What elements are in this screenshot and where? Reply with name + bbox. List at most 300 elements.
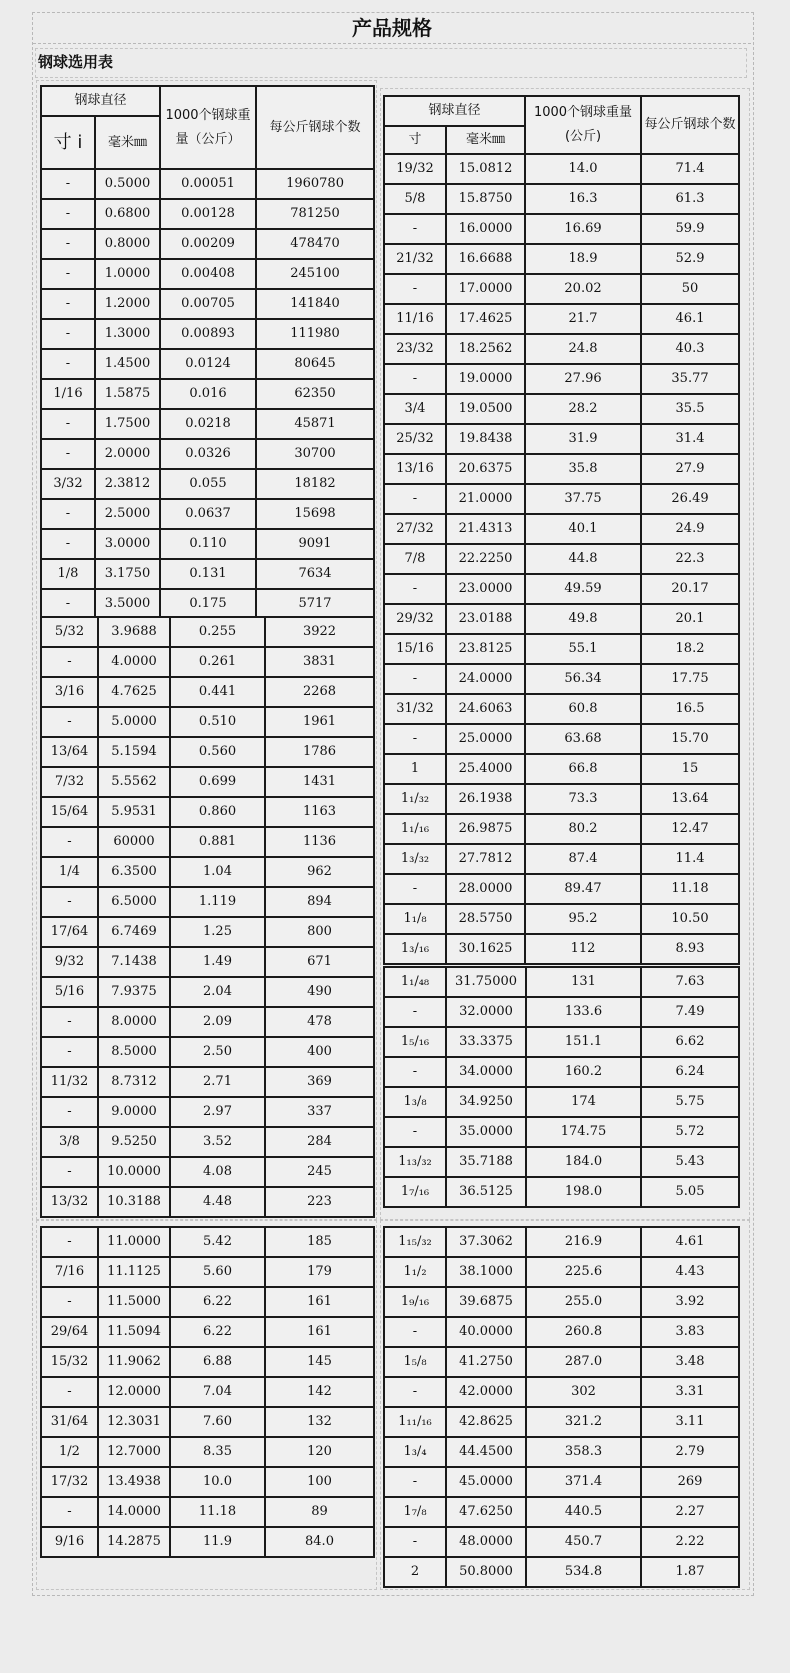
cell-count: 671 [265,947,374,977]
cell-mm: 26.9875 [446,814,525,844]
cell-weight: 0.261 [170,647,265,677]
cell-inch: - [41,349,95,379]
table-row [384,304,739,334]
table-row [384,967,739,997]
cell-inch: 15/16 [384,634,446,664]
cell-count: 11.18 [641,874,739,904]
cell-inch: 1/4 [41,857,98,887]
cell-inch: - [41,1287,98,1317]
cell-mm: 30.1625 [446,934,525,964]
cell-weight: 133.6 [526,997,641,1027]
cell-inch: - [41,1497,98,1527]
cell-count: 30700 [256,439,374,469]
table-row [41,1287,374,1317]
table-row [41,319,374,349]
cell-inch: 1₁/₂ [384,1257,446,1287]
cell-mm: 27.7812 [446,844,525,874]
cell-mm: 14.2875 [98,1527,170,1557]
cell-count: 31.4 [641,424,739,454]
cell-count: 5.72 [641,1117,739,1147]
table-row [41,199,374,229]
cell-mm: 0.6800 [95,199,160,229]
cell-weight: 0.00408 [160,259,256,289]
cell-mm: 4.7625 [98,677,170,707]
table-row [41,1347,374,1377]
cell-inch: 5/32 [41,617,98,647]
cell-inch: - [41,1097,98,1127]
cell-inch: - [41,1157,98,1187]
cell-mm: 42.8625 [446,1407,526,1437]
cell-count: 3.48 [641,1347,739,1377]
cell-weight: 321.2 [526,1407,641,1437]
cell-weight: 0.00051 [160,169,256,199]
cell-count: 6.24 [641,1057,739,1087]
cell-mm: 7.9375 [98,977,170,1007]
cell-weight: 80.2 [525,814,641,844]
cell-mm: 0.5000 [95,169,160,199]
cell-count: 18.2 [641,634,739,664]
cell-count: 22.3 [641,544,739,574]
cell-weight: 2.04 [170,977,265,1007]
table-row [41,677,374,707]
cell-count: 59.9 [641,214,739,244]
table-row [41,1037,374,1067]
cell-count: 5717 [256,589,374,619]
cell-mm: 9.5250 [98,1127,170,1157]
cell-mm: 47.6250 [446,1497,526,1527]
cell-inch: 7/16 [41,1257,98,1287]
cell-count: 3.92 [641,1287,739,1317]
cell-weight: 89.47 [525,874,641,904]
cell-count: 1.87 [641,1557,739,1587]
cell-inch: 3/4 [384,394,446,424]
cell-weight: 0.110 [160,529,256,559]
cell-inch: 17/32 [41,1467,98,1497]
cell-mm: 34.9250 [446,1087,526,1117]
cell-inch: - [384,364,446,394]
cell-inch: 1₁/₁₆ [384,814,446,844]
cell-inch: - [384,724,446,754]
cell-mm: 20.6375 [446,454,525,484]
cell-weight: 49.8 [525,604,641,634]
cell-count: 62350 [256,379,374,409]
steel-ball-table-small [40,85,375,620]
cell-mm: 19.8438 [446,424,525,454]
cell-weight: 6.22 [170,1317,265,1347]
cell-weight: 1.119 [170,887,265,917]
cell-inch: 29/64 [41,1317,98,1347]
cell-count: 4.61 [641,1227,739,1257]
cell-inch: - [41,1227,98,1257]
cell-inch: - [41,707,98,737]
table-row [41,1437,374,1467]
table-row [384,934,739,964]
cell-count: 24.9 [641,514,739,544]
cell-inch: - [41,289,95,319]
table-row [41,529,374,559]
cell-weight: 95.2 [525,904,641,934]
header-diameter: 钢球直径 [41,86,160,116]
cell-weight: 0.00128 [160,199,256,229]
cell-inch: - [384,1377,446,1407]
cell-count: 100 [265,1467,374,1497]
cell-mm: 8.7312 [98,1067,170,1097]
cell-inch: 19/32 [384,154,446,184]
cell-count: 490 [265,977,374,1007]
cell-inch: 1₃/₄ [384,1437,446,1467]
table-row [384,1287,739,1317]
cell-mm: 5.5562 [98,767,170,797]
table-row [384,334,739,364]
cell-weight: 1.49 [170,947,265,977]
cell-mm: 15.0812 [446,154,525,184]
cell-inch: 2 [384,1557,446,1587]
table-row [41,647,374,677]
cell-mm: 39.6875 [446,1287,526,1317]
cell-count: 11.4 [641,844,739,874]
table-row [41,1497,374,1527]
cell-count: 26.49 [641,484,739,514]
cell-weight: 21.7 [525,304,641,334]
cell-weight: 55.1 [525,634,641,664]
cell-inch: - [384,1057,446,1087]
cell-count: 7.49 [641,997,739,1027]
cell-weight: 60.8 [525,694,641,724]
cell-mm: 1.3000 [95,319,160,349]
cell-count: 15.70 [641,724,739,754]
cell-count: 245 [265,1157,374,1187]
cell-weight: 16.69 [525,214,641,244]
table-row [41,797,374,827]
cell-mm: 15.8750 [446,184,525,214]
cell-weight: 24.8 [525,334,641,364]
cell-mm: 37.3062 [446,1227,526,1257]
table-row [384,184,739,214]
cell-count: 84.0 [265,1527,374,1557]
cell-count: 3831 [265,647,374,677]
table-row [384,1317,739,1347]
steel-ball-table-right-bottom [383,1226,740,1588]
cell-mm: 40.0000 [446,1317,526,1347]
table-row [384,274,739,304]
cell-count: 35.5 [641,394,739,424]
table-row [384,1437,739,1467]
table-row [384,1027,739,1057]
cell-mm: 35.7188 [446,1147,526,1177]
cell-weight: 44.8 [525,544,641,574]
table-row [41,977,374,1007]
cell-weight: 0.0637 [160,499,256,529]
cell-mm: 5.0000 [98,707,170,737]
cell-inch: 3/8 [41,1127,98,1157]
cell-mm: 60000 [98,827,170,857]
table-row [384,754,739,784]
cell-mm: 6.7469 [98,917,170,947]
cell-mm: 11.5094 [98,1317,170,1347]
header-inch-right: 寸 [384,126,446,154]
cell-mm: 50.8000 [446,1557,526,1587]
cell-inch: - [41,439,95,469]
cell-mm: 19.0500 [446,394,525,424]
cell-inch: 11/32 [41,1067,98,1097]
table-row [384,1257,739,1287]
cell-mm: 3.5000 [95,589,160,619]
table-row [41,1407,374,1437]
cell-count: 179 [265,1257,374,1287]
steel-ball-table-large [40,1226,375,1558]
table-row [384,1227,739,1257]
cell-mm: 2.0000 [95,439,160,469]
header-count-right: 每公斤钢球个数 [641,96,739,154]
cell-weight: 16.3 [525,184,641,214]
cell-inch: - [384,484,446,514]
cell-mm: 28.0000 [446,874,525,904]
cell-count: 3.31 [641,1377,739,1407]
cell-count: 269 [641,1467,739,1497]
cell-weight: 450.7 [526,1527,641,1557]
cell-weight: 1.04 [170,857,265,887]
cell-weight: 174 [526,1087,641,1117]
table-row [41,947,374,977]
cell-inch: 15/64 [41,797,98,827]
cell-count: 894 [265,887,374,917]
cell-inch: - [41,1037,98,1067]
cell-weight: 534.8 [526,1557,641,1587]
table-row [384,1177,739,1207]
cell-weight: 6.22 [170,1287,265,1317]
cell-mm: 23.0188 [446,604,525,634]
cell-weight: 198.0 [526,1177,641,1207]
table-row [384,904,739,934]
cell-weight: 160.2 [526,1057,641,1087]
cell-count: 223 [265,1187,374,1217]
cell-weight: 2.09 [170,1007,265,1037]
table-row [384,154,739,184]
cell-inch: 5/8 [384,184,446,214]
cell-mm: 1.7500 [95,409,160,439]
cell-weight: 4.48 [170,1187,265,1217]
cell-count: 12.47 [641,814,739,844]
cell-weight: 0.560 [170,737,265,767]
cell-inch: - [384,574,446,604]
cell-weight: 7.60 [170,1407,265,1437]
cell-count: 3.11 [641,1407,739,1437]
cell-weight: 0.0124 [160,349,256,379]
table-row [41,1227,374,1257]
cell-count: 2268 [265,677,374,707]
table-row [384,1347,739,1377]
table-row [41,409,374,439]
table-row [41,1007,374,1037]
table-row [41,917,374,947]
table-row [384,814,739,844]
cell-count: 6.62 [641,1027,739,1057]
cell-weight: 371.4 [526,1467,641,1497]
table-row [41,439,374,469]
cell-count: 478470 [256,229,374,259]
cell-mm: 35.0000 [446,1117,526,1147]
steel-ball-table-medium [40,616,375,1218]
table-row [41,1097,374,1127]
cell-weight: 131 [526,967,641,997]
cell-mm: 1.0000 [95,259,160,289]
cell-weight: 112 [525,934,641,964]
cell-weight: 28.2 [525,394,641,424]
cell-mm: 5.1594 [98,737,170,767]
cell-weight: 87.4 [525,844,641,874]
cell-mm: 32.0000 [446,997,526,1027]
table-row [41,857,374,887]
cell-weight: 11.18 [170,1497,265,1527]
cell-weight: 66.8 [525,754,641,784]
table-row [41,559,374,589]
cell-inch: 1₅/₈ [384,1347,446,1377]
table-row [384,364,739,394]
cell-weight: 73.3 [525,784,641,814]
cell-mm: 8.0000 [98,1007,170,1037]
page-title: 产品规格 [33,13,751,44]
cell-inch: 1₁/₈ [384,904,446,934]
cell-inch: - [41,199,95,229]
cell-weight: 31.9 [525,424,641,454]
cell-count: 10.50 [641,904,739,934]
cell-inch: - [384,664,446,694]
table-row [384,1087,739,1117]
cell-inch: 1₁₃/₃₂ [384,1147,446,1177]
cell-inch: 1₁₅/₃₂ [384,1227,446,1257]
table-row [41,1377,374,1407]
cell-mm: 17.4625 [446,304,525,334]
cell-weight: 56.34 [525,664,641,694]
cell-mm: 8.5000 [98,1037,170,1067]
cell-count: 40.3 [641,334,739,364]
table-row [384,844,739,874]
cell-count: 142 [265,1377,374,1407]
table-row [41,1467,374,1497]
cell-count: 1431 [265,767,374,797]
cell-mm: 26.1938 [446,784,525,814]
cell-weight: 4.08 [170,1157,265,1187]
cell-count: 245100 [256,259,374,289]
table-row [41,379,374,409]
cell-inch: 1₇/₈ [384,1497,446,1527]
cell-weight: 0.131 [160,559,256,589]
cell-inch: 1₃/₃₂ [384,844,446,874]
cell-weight: 0.441 [170,677,265,707]
cell-mm: 7.1438 [98,947,170,977]
cell-count: 132 [265,1407,374,1437]
table-row [384,544,739,574]
table-row [41,169,374,199]
cell-weight: 0.255 [170,617,265,647]
cell-mm: 3.0000 [95,529,160,559]
table-row [41,469,374,499]
cell-weight: 0.0218 [160,409,256,439]
table-row [384,694,739,724]
cell-count: 2.27 [641,1497,739,1527]
table-row [41,289,374,319]
cell-inch: - [41,259,95,289]
header-inch: 寸 i [41,116,95,169]
cell-count: 145 [265,1347,374,1377]
cell-inch: 7/32 [41,767,98,797]
cell-count: 1786 [265,737,374,767]
cell-weight: 225.6 [526,1257,641,1287]
cell-mm: 36.5125 [446,1177,526,1207]
cell-count: 284 [265,1127,374,1157]
cell-mm: 18.2562 [446,334,525,364]
table-row [384,997,739,1027]
cell-inch: 23/32 [384,334,446,364]
cell-mm: 0.8000 [95,229,160,259]
cell-inch: - [41,499,95,529]
cell-inch: - [41,887,98,917]
cell-mm: 12.3031 [98,1407,170,1437]
cell-inch: - [41,409,95,439]
cell-weight: 287.0 [526,1347,641,1377]
table-row [384,1377,739,1407]
cell-mm: 1.5875 [95,379,160,409]
cell-mm: 9.0000 [98,1097,170,1127]
cell-weight: 0.860 [170,797,265,827]
cell-weight: 2.97 [170,1097,265,1127]
cell-count: 17.75 [641,664,739,694]
cell-inch: 1₅/₁₆ [384,1027,446,1057]
cell-weight: 184.0 [526,1147,641,1177]
table-row [41,229,374,259]
cell-count: 161 [265,1287,374,1317]
table-row [384,1147,739,1177]
cell-weight: 27.96 [525,364,641,394]
cell-count: 4.43 [641,1257,739,1287]
cell-weight: 11.9 [170,1527,265,1557]
cell-inch: - [41,1377,98,1407]
cell-mm: 1.4500 [95,349,160,379]
cell-inch: - [41,319,95,349]
cell-inch: 13/32 [41,1187,98,1217]
cell-count: 9091 [256,529,374,559]
table-row [384,1407,739,1437]
cell-weight: 1.25 [170,917,265,947]
table-row [41,1187,374,1217]
cell-weight: 440.5 [526,1497,641,1527]
cell-mm: 25.4000 [446,754,525,784]
cell-mm: 6.5000 [98,887,170,917]
cell-count: 8.93 [641,934,739,964]
cell-count: 61.3 [641,184,739,214]
cell-inch: 1₁/₄₈ [384,967,446,997]
cell-weight: 18.9 [525,244,641,274]
cell-inch: 1/16 [41,379,95,409]
cell-inch: 1₉/₁₆ [384,1287,446,1317]
cell-inch: - [41,827,98,857]
cell-mm: 38.1000 [446,1257,526,1287]
cell-mm: 19.0000 [446,364,525,394]
cell-mm: 28.5750 [446,904,525,934]
cell-inch: - [384,997,446,1027]
cell-mm: 24.0000 [446,664,525,694]
table-row [384,724,739,754]
table-row [41,349,374,379]
cell-weight: 20.02 [525,274,641,304]
cell-mm: 23.8125 [446,634,525,664]
cell-mm: 34.0000 [446,1057,526,1087]
cell-count: 800 [265,917,374,947]
cell-count: 18182 [256,469,374,499]
cell-mm: 5.9531 [98,797,170,827]
cell-count: 161 [265,1317,374,1347]
table-row [41,1067,374,1097]
